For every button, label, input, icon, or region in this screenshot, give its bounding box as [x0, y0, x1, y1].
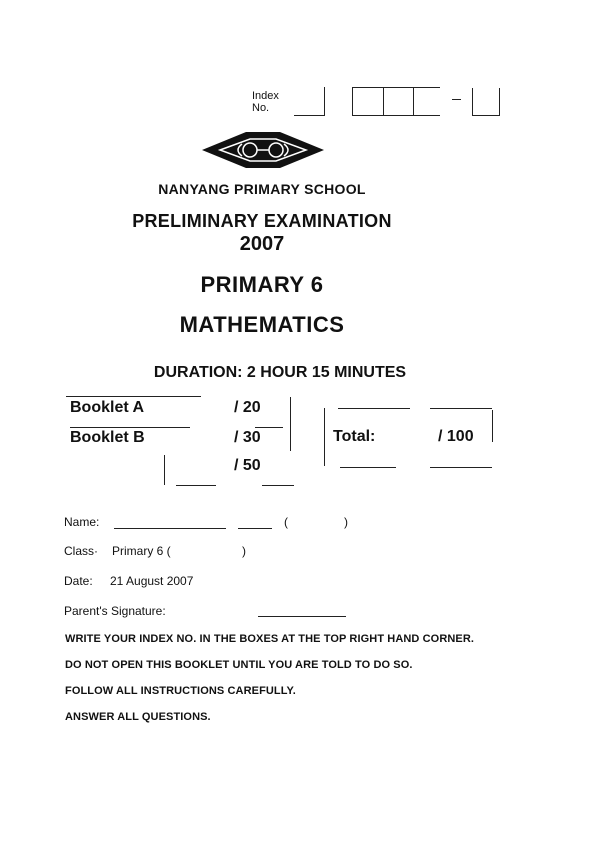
- booklet-b-max: / 30: [234, 429, 261, 446]
- instruction-item: DO NOT OPEN THIS BOOKLET UNTIL YOU ARE TOLD TO DO SO.: [65, 659, 413, 671]
- total-label: Total:: [333, 428, 376, 445]
- index-dash: [452, 99, 461, 100]
- booklet-a-max: / 20: [234, 399, 261, 416]
- name-paren-close: ): [344, 515, 348, 529]
- subtotal-max: / 50: [234, 457, 261, 474]
- signature-label: Parent's Signature:: [64, 604, 166, 618]
- index-box-3[interactable]: [383, 87, 414, 116]
- instruction-item: WRITE YOUR INDEX NO. IN THE BOXES AT THE TOP RIGHT HAND CORNER.: [65, 633, 475, 645]
- index-box-1[interactable]: [294, 87, 325, 116]
- school-logo-icon: [200, 126, 326, 172]
- name-field[interactable]: [114, 528, 226, 529]
- date-label: Date:: [64, 574, 93, 588]
- name-paren-open: (: [284, 515, 288, 529]
- exam-title: PRELIMINARY EXAMINATION: [132, 211, 392, 231]
- level-title: PRIMARY 6: [200, 272, 324, 297]
- class-label: Class·: [64, 544, 99, 558]
- instruction-item: FOLLOW ALL INSTRUCTIONS CAREFULLY.: [65, 685, 296, 697]
- exam-year: 2007: [239, 233, 285, 255]
- booklet-b-label: Booklet B: [70, 429, 145, 446]
- index-box-4[interactable]: [414, 87, 440, 116]
- class-value: Primary 6 (: [112, 544, 171, 558]
- index-box-5[interactable]: [472, 88, 500, 116]
- date-value: 21 August 2007: [110, 574, 194, 588]
- signature-field[interactable]: [258, 616, 346, 617]
- school-name: NANYANG PRIMARY SCHOOL: [158, 181, 366, 197]
- booklet-a-label: Booklet A: [70, 399, 145, 416]
- class-paren-close: ): [242, 544, 246, 558]
- index-box-2[interactable]: [352, 87, 384, 116]
- index-label: Index No.: [252, 90, 279, 114]
- name-field-2[interactable]: [238, 528, 272, 529]
- total-max: / 100: [438, 428, 474, 445]
- subject-title: MATHEMATICS: [179, 312, 345, 337]
- name-label: Name:: [64, 515, 100, 529]
- instruction-item: ANSWER ALL QUESTIONS.: [65, 711, 211, 723]
- duration: DURATION: 2 HOUR 15 MINUTES: [153, 364, 407, 381]
- index-top-line: [352, 87, 440, 88]
